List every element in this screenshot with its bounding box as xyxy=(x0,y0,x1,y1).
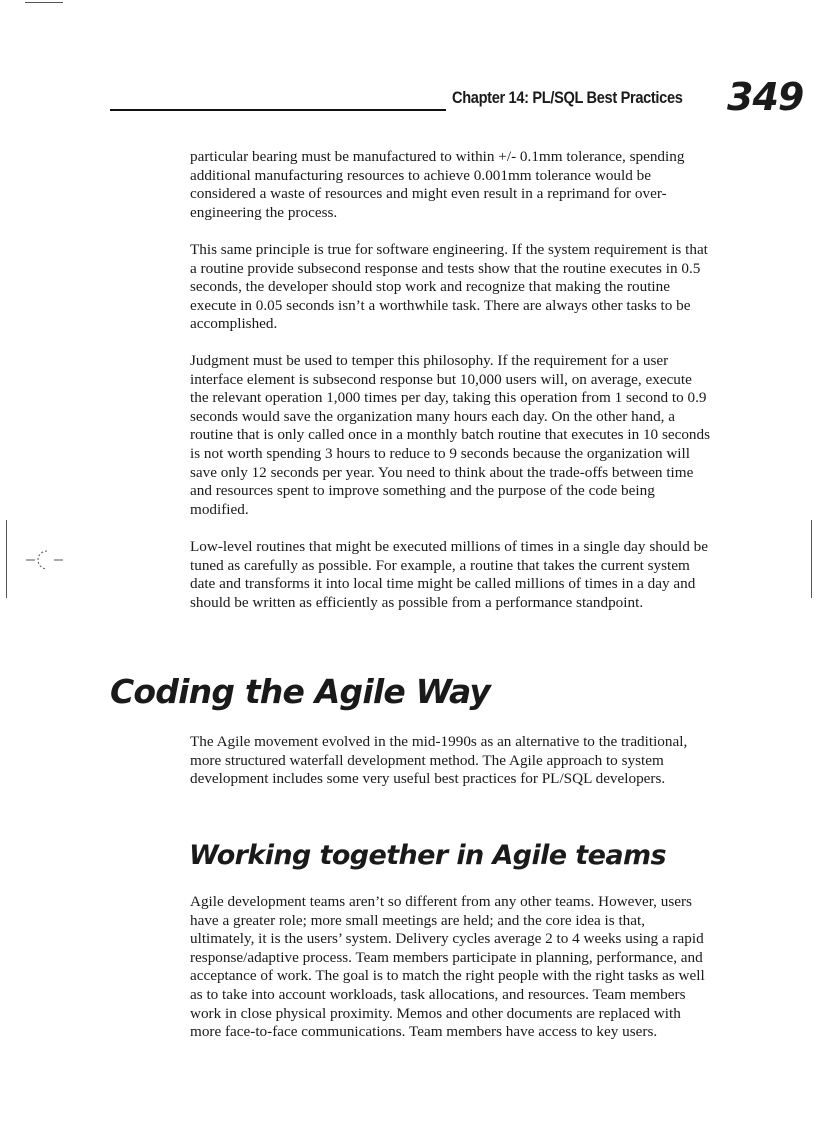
section-intro-paragraph: The Agile movement evolved in the mid-1990s as an alternative to the traditional, more structured waterfall development method. The Agile approach to system development includes some very useful best practices for PL/SQL developers. xyxy=(190,733,688,788)
running-header-chapter-title: Chapter 14: PL/SQL Best Practices xyxy=(452,88,683,107)
body-paragraph: Low-level routines that might be executed millions of times in a single day should be tuned as carefully as possible. For example, a routine that takes the current system date and transforms it into local time might be called millions of times in a day and should be written as efficiently as possible from a performance standpoint. xyxy=(190,538,708,611)
page-number: 349 xyxy=(727,75,804,119)
header-rule xyxy=(110,109,446,111)
body-paragraph: This same principle is true for software engineering. If the system requirement is that a routine provide subsecond response and tests show that the routine executes in 0.5 seconds, the developer should stop work and recognize that making the routine execute in 0.05 seconds isn’t a worthwhile task. There are always other tasks to be accomplished. xyxy=(190,241,708,333)
crop-mark-top xyxy=(25,2,63,3)
subsection-body-paragraph: Agile development teams aren’t so different from any other teams. However, users have a greater role; more small meetings are held; and the core idea is that, ultimately, it is the users’ system. Delivery cycles average 2 to 4 weeks using a rapid response/adaptive process. Team members participate in planning, performance, and acceptance of work. The goal is to match the right people with the right tasks as well as to take into account workloads, task allocations, and resources. Team members work in close physical proximity. Memos and other documents are replaced with more face-to-face communications. Team members have access to key users. xyxy=(190,893,705,1041)
body-paragraph: particular bearing must be manufactured to within +/- 0.1mm tolerance, spending additional manufacturing resources to achieve 0.001mm tolerance would be considered a waste of resources and might even result in a reprimand for over-engineering the process. xyxy=(190,148,685,221)
section-heading: Coding the Agile Way xyxy=(110,672,491,711)
crop-mark-right xyxy=(811,520,812,598)
subsection-heading: Working together in Agile teams xyxy=(189,840,666,871)
body-paragraph: Judgment must be used to temper this philosophy. If the requirement for a user interface element is subsecond response but 10,000 users will, on average, execute the relevant operation 1,000 times per day, taking this operation from 1 second to 0.9 seconds would save the organization many hours each day. On the other hand, a routine that is only called once in a monthly batch routine that executes in 10 seconds is not worth spending 3 hours to reduce to 9 seconds because the organization will save only 12 seconds per year. You need to think about the trade-offs between time and resources spent to improve something and the purpose of the code being modified. xyxy=(190,352,711,518)
crop-mark-left xyxy=(6,520,7,598)
registration-mark-icon xyxy=(26,549,66,571)
